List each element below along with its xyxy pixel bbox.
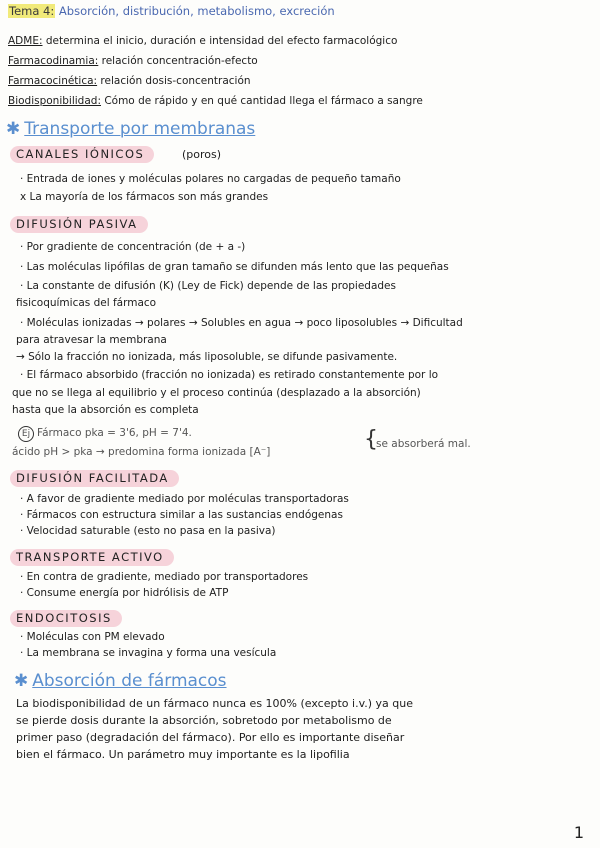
topic-tag: Tema 4: xyxy=(9,4,55,18)
activo-line: · En contra de gradiente, mediado por transportadores xyxy=(20,571,309,583)
pasiva-line: · Por gradiente de concentración (de + a -) xyxy=(20,241,246,253)
pasiva-line: · Las moléculas lipófilas de gran tamaño se difunden más lento que las pequeñas xyxy=(20,261,449,273)
definition-biodisponibilidad xyxy=(8,94,423,108)
endocitosis-line: · Moléculas con PM elevado xyxy=(20,631,165,643)
definition-farmacodinamia xyxy=(8,54,258,68)
definition-text: relación dosis-concentración xyxy=(97,75,251,87)
absorcion-paragraph-line: bien el fármaco. Un parámetro muy importante es la lipofilia xyxy=(16,748,350,761)
example-text: Fármaco pka = 3'6, pH = 7'4. xyxy=(37,427,192,439)
example-line-2: ácido pH > pka → predomina forma ionizada [A⁻] xyxy=(12,446,271,458)
facilitada-line: · A favor de gradiente mediado por moléculas transportadoras xyxy=(20,493,349,505)
page-title xyxy=(8,4,335,18)
pasiva-line: · Moléculas ionizadas → polares → Solubles en agua → poco liposolubles → Dificultad xyxy=(20,317,463,329)
star-icon: ✱ xyxy=(6,119,21,139)
example-side-note: se absorberá mal. xyxy=(376,438,471,450)
activo-line: · Consume energía por hidrólisis de ATP xyxy=(20,587,229,599)
definition-adme xyxy=(8,34,397,48)
canales-line: x La mayoría de los fármacos son más grandes xyxy=(20,191,269,203)
absorcion-paragraph-line: se pierde dosis durante la absorción, sobretodo por metabolismo de xyxy=(16,714,392,727)
example-badge: Ej xyxy=(18,426,34,442)
definition-term: Farmacocinética: xyxy=(8,75,98,87)
label-endocitosis: ENDOCITOSIS xyxy=(10,610,122,627)
canales-line: · Entrada de iones y moléculas polares no cargadas de pequeño tamaño xyxy=(20,173,401,185)
label-difusion-facilitada: DIFUSIÓN FACILITADA xyxy=(10,470,179,487)
section-heading-transporte xyxy=(6,118,255,140)
section-title: Transporte por membranas xyxy=(24,119,256,139)
pasiva-line: que no se llega al equilibrio y el proceso continúa (desplazado a la absorción) xyxy=(12,387,421,399)
definition-term: Biodisponibilidad: xyxy=(8,95,101,107)
definition-text: Cómo de rápido y en qué cantidad llega el fármaco a sangre xyxy=(100,95,423,107)
section-heading-absorcion xyxy=(14,670,227,692)
example-line-1 xyxy=(18,426,192,442)
definition-text: determina el inicio, duración e intensidad del efecto farmacológico xyxy=(42,35,398,47)
definition-farmacocinetica xyxy=(8,74,251,88)
star-icon: ✱ xyxy=(14,671,29,691)
label-difusion-pasiva: DIFUSIÓN PASIVA xyxy=(10,216,148,233)
facilitada-line: · Fármacos con estructura similar a las sustancias endógenas xyxy=(20,509,343,521)
absorcion-paragraph-line: primer paso (degradación del fármaco). Por ello es importante diseñar xyxy=(16,731,405,744)
pasiva-line: → Sólo la fracción no ionizada, más liposoluble, se difunde pasivamente. xyxy=(16,351,398,363)
topic-title: Absorción, distribución, metabolismo, excreción xyxy=(58,4,335,18)
canales-note: (poros) xyxy=(182,148,222,161)
pasiva-line: · El fármaco absorbido (fracción no ionizada) es retirado constantemente por lo xyxy=(20,369,439,381)
brace-icon: { xyxy=(364,427,378,452)
absorcion-paragraph-line: La biodisponibilidad de un fármaco nunca es 100% (excepto i.v.) ya que xyxy=(16,697,413,710)
label-transporte-activo: TRANSPORTE ACTIVO xyxy=(10,549,174,566)
pasiva-line: · La constante de difusión (K) (Ley de Fick) depende de las propiedades xyxy=(20,280,396,292)
pasiva-line: fisicoquímicas del fármaco xyxy=(16,297,157,309)
endocitosis-line: · La membrana se invagina y forma una vesícula xyxy=(20,647,277,659)
section-title: Absorción de fármacos xyxy=(32,671,227,691)
definition-term: Farmacodinamia: xyxy=(8,55,99,67)
page-number: 1 xyxy=(573,823,584,842)
pasiva-line: hasta que la absorción es completa xyxy=(12,404,199,416)
pasiva-line: para atravesar la membrana xyxy=(16,334,167,346)
definition-text: relación concentración-efecto xyxy=(98,55,258,67)
facilitada-line: · Velocidad saturable (esto no pasa en la pasiva) xyxy=(20,525,276,537)
label-canales-ionicos: CANALES IÓNICOS xyxy=(10,146,154,163)
definition-term: ADME: xyxy=(8,35,43,47)
